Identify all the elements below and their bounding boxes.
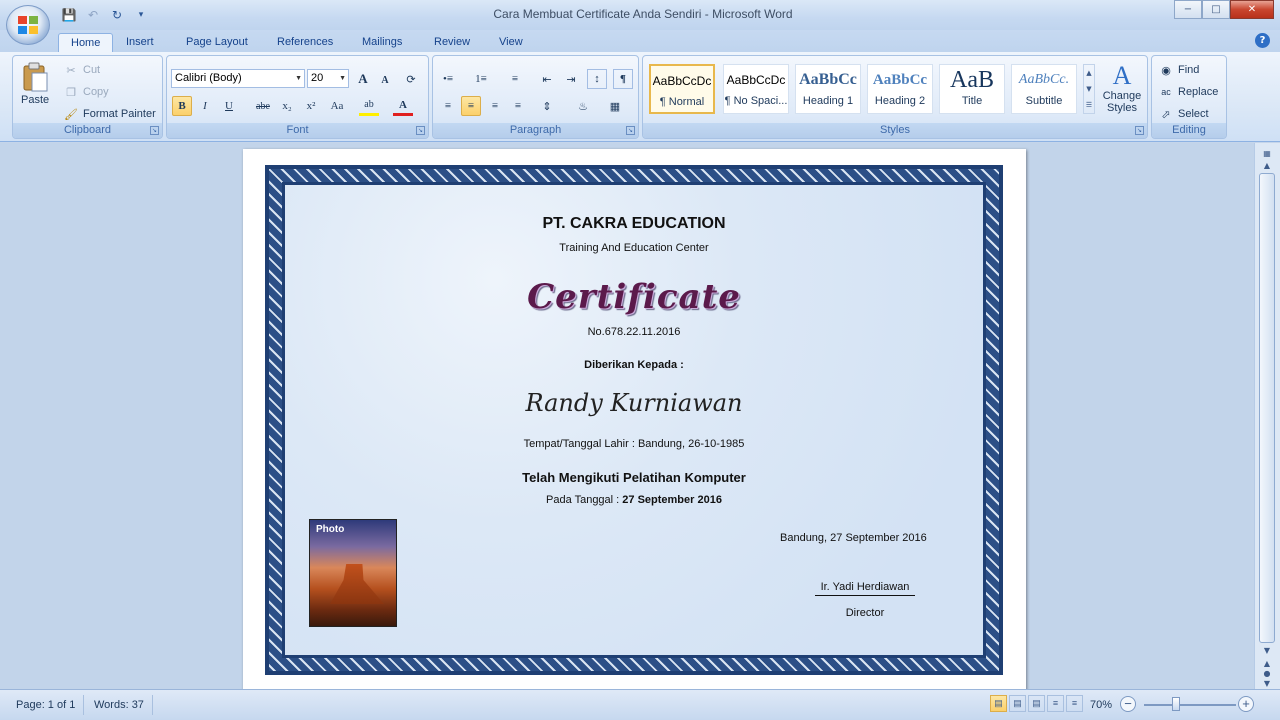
cut-label: Cut	[83, 64, 101, 76]
numbering-icon[interactable]: 1≡	[475, 73, 487, 85]
highlight-button[interactable]: ab	[359, 96, 379, 116]
clipboard-group-label: Clipboard	[13, 123, 162, 138]
font-size-combo[interactable]	[307, 69, 349, 88]
ruler-toggle-icon[interactable]: ▦	[1263, 149, 1271, 158]
tab-mailings[interactable]: Mailings	[362, 36, 403, 48]
change-case-button[interactable]: Aa	[330, 100, 344, 112]
certificate-body[interactable]	[285, 185, 983, 655]
change-styles-label: Change Styles	[1102, 90, 1142, 114]
redo-icon[interactable]: ↻	[111, 8, 123, 22]
style-sample: AaB	[950, 67, 994, 93]
save-icon[interactable]: 💾	[61, 8, 77, 22]
align-center-icon[interactable]: ≡	[461, 96, 481, 116]
replace-label: Replace	[1178, 86, 1219, 98]
borders-icon[interactable]: ▦	[609, 100, 621, 113]
zoom-out-icon[interactable]: −	[1120, 696, 1136, 712]
font-group	[166, 55, 429, 139]
font-color-button[interactable]: A	[393, 96, 413, 116]
change-styles-button[interactable]	[1099, 62, 1145, 114]
brush-icon: 🖌	[64, 108, 78, 121]
select-button[interactable]	[1158, 106, 1209, 122]
show-formatting-icon[interactable]: ¶	[613, 69, 633, 89]
editing-group-label: Editing	[1152, 123, 1226, 138]
cursor-icon: ⬀	[1161, 108, 1171, 121]
style-sample: AaBbCcDc	[652, 74, 712, 88]
zoom-slider[interactable]	[1144, 704, 1236, 706]
style-title[interactable]	[939, 64, 1005, 114]
editing-group	[1151, 55, 1227, 139]
styles-group-label: Styles	[643, 123, 1147, 138]
recipient-name: Randy Kurniawan	[525, 389, 743, 417]
office-button[interactable]	[6, 5, 50, 45]
font-launcher-icon[interactable]: ↘	[417, 127, 424, 134]
certificate-border	[265, 165, 1003, 675]
signer-name: Ir. Yadi Herdiawan	[815, 581, 915, 596]
given-to-label: Diberikan Kepada :	[584, 359, 684, 371]
styles-group	[642, 55, 1148, 139]
full-screen-reading-icon[interactable]: ▤	[1009, 695, 1026, 712]
style-label: Heading 1	[802, 95, 854, 107]
style-normal[interactable]	[649, 64, 715, 114]
certificate-frame	[282, 182, 986, 658]
style-heading-2[interactable]	[867, 64, 933, 114]
scroll-up-icon[interactable]: ▲	[1263, 161, 1271, 170]
tab-page-layout[interactable]: Page Layout	[186, 36, 248, 48]
office-logo-icon	[17, 15, 39, 35]
paragraph-group	[432, 55, 639, 139]
binoculars-icon: ◉	[1161, 64, 1171, 77]
outline-view-icon[interactable]: ≡	[1047, 695, 1064, 712]
copy-label: Copy	[83, 86, 109, 98]
style-subtitle[interactable]	[1011, 64, 1077, 114]
style-label: Title	[961, 95, 983, 107]
find-button[interactable]	[1158, 62, 1199, 78]
replace-icon: ac	[1161, 87, 1171, 97]
scissors-icon: ✂	[66, 64, 76, 77]
tab-insert[interactable]: Insert	[126, 36, 154, 48]
clipboard-launcher-icon[interactable]: ↘	[151, 127, 158, 134]
tab-references[interactable]: References	[277, 36, 334, 48]
strikethrough-button[interactable]: abe	[256, 100, 270, 112]
page-count[interactable]: Page: 1 of 1	[8, 695, 84, 715]
minimize-button[interactable]: −	[1174, 0, 1202, 19]
superscript-button[interactable]: x²	[306, 100, 316, 112]
align-right-icon[interactable]: ≡	[491, 100, 499, 112]
select-label: Select	[1178, 108, 1209, 120]
document-page[interactable]	[243, 149, 1026, 689]
styles-launcher-icon[interactable]: ↘	[1136, 127, 1143, 134]
course-date	[285, 494, 983, 506]
justify-icon[interactable]: ≡	[514, 100, 522, 112]
ribbon-tabs	[0, 30, 1280, 52]
multilevel-list-icon[interactable]: ≡	[511, 73, 519, 85]
style-sample: AaBbCc	[799, 71, 857, 88]
zoom-in-icon[interactable]: +	[1238, 696, 1254, 712]
photo-label: Photo	[316, 524, 345, 535]
subscript-button[interactable]: x₂	[282, 100, 292, 112]
print-layout-view-icon[interactable]: ▤	[990, 695, 1007, 712]
course-date-value: 27 September 2016	[622, 494, 722, 506]
find-label: Find	[1178, 64, 1200, 76]
tab-review[interactable]: Review	[434, 36, 471, 48]
style-heading-1[interactable]	[795, 64, 861, 114]
style-label: ¶ No Spaci...	[724, 95, 788, 107]
signer-role: Director	[845, 607, 885, 619]
maximize-button[interactable]: □	[1202, 0, 1230, 19]
help-icon[interactable]: ?	[1255, 33, 1270, 48]
paragraph-group-label: Paragraph	[433, 123, 638, 138]
bold-button[interactable]: B	[172, 96, 192, 116]
course-date-prefix: Pada Tanggal :	[546, 494, 623, 506]
document-workspace	[0, 143, 1254, 689]
clear-formatting-icon[interactable]: ⟳	[406, 73, 416, 86]
style-no-spacing[interactable]	[723, 64, 789, 114]
status-bar	[0, 689, 1280, 720]
italic-button[interactable]: I	[203, 100, 207, 112]
zoom-slider-thumb[interactable]	[1172, 697, 1180, 711]
ribbon	[0, 52, 1280, 142]
style-label: Heading 2	[874, 95, 926, 107]
customize-qat-icon[interactable]: ▾	[138, 10, 144, 20]
shading-icon[interactable]: ♨	[578, 100, 588, 113]
next-page-icon[interactable]: ▼	[1263, 679, 1271, 688]
tab-home[interactable]: Home	[58, 33, 113, 53]
photo-rock-shape	[330, 564, 384, 604]
style-label: Subtitle	[1025, 95, 1063, 107]
window-controls	[1174, 0, 1274, 19]
scrollbar-thumb[interactable]	[1259, 173, 1275, 643]
recipient-photo[interactable]	[309, 519, 397, 627]
certificate-number: No.678.22.11.2016	[587, 326, 681, 338]
company-subtitle: Training And Education Center	[559, 242, 709, 254]
company-name: PT. CAKRA EDUCATION	[542, 215, 726, 232]
place-date: Bandung, 27 September 2016	[780, 532, 927, 544]
decrease-indent-icon[interactable]: ⇤	[542, 73, 552, 86]
clipboard-group	[12, 55, 163, 139]
certificate-title: Certificate	[527, 277, 741, 317]
increase-indent-icon[interactable]: ⇥	[566, 73, 576, 86]
paste-icon	[21, 62, 49, 92]
course-text: Telah Mengikuti Pelatihan Komputer	[522, 470, 746, 485]
font-group-label: Font	[167, 123, 428, 138]
replace-button[interactable]	[1158, 84, 1218, 100]
style-sample: AaBbCc.	[1018, 72, 1070, 87]
cut-button[interactable]	[63, 62, 100, 78]
web-layout-icon[interactable]: ▤	[1028, 695, 1045, 712]
chevron-down-icon: ▼	[295, 75, 302, 82]
undo-icon[interactable]: ↶	[87, 8, 99, 22]
title-bar	[0, 0, 1280, 30]
underline-button[interactable]: U	[225, 100, 233, 112]
zoom-level[interactable]: 70%	[1090, 699, 1113, 711]
grow-font-button[interactable]: A	[358, 71, 368, 86]
previous-page-icon[interactable]: ▲	[1263, 659, 1271, 668]
style-sample: AaBbCc	[872, 72, 928, 88]
line-spacing-icon[interactable]: ⇕	[542, 100, 552, 113]
chevron-down-icon: ▼	[339, 75, 346, 82]
style-label: ¶ Normal	[659, 96, 705, 108]
shrink-font-button[interactable]: A	[381, 74, 389, 86]
word-count[interactable]: Words: 37	[86, 695, 153, 715]
style-sample: AaBbCcDc	[726, 73, 786, 87]
copy-button[interactable]	[63, 84, 109, 100]
paragraph-launcher-icon[interactable]: ↘	[627, 127, 634, 134]
styles-scroll[interactable]: ▲ ▼ ☰	[1083, 64, 1095, 114]
bullets-icon[interactable]: •≡	[442, 73, 454, 85]
change-styles-icon: A	[1112, 61, 1132, 90]
window-title: Cara Membuat Certificate Anda Sendiri - Microsoft Word	[493, 7, 793, 21]
align-left-icon[interactable]: ≡	[444, 100, 452, 112]
vertical-scrollbar[interactable]	[1254, 143, 1280, 689]
paste-label: Paste	[21, 94, 50, 106]
paste-button[interactable]	[21, 62, 49, 106]
font-name-value: Calibri (Body)	[175, 72, 242, 84]
select-browse-object-icon[interactable]: ●	[1263, 669, 1271, 678]
scroll-down-icon[interactable]: ▼	[1263, 646, 1271, 655]
sort-icon[interactable]: ↕	[587, 69, 607, 89]
copy-icon: ❐	[66, 86, 76, 99]
format-painter-button[interactable]	[63, 106, 156, 122]
font-size-value: 20	[311, 72, 324, 84]
draft-view-icon[interactable]: ≡	[1066, 695, 1083, 712]
format-painter-label: Format Painter	[83, 108, 156, 120]
tab-view[interactable]: View	[499, 36, 523, 48]
close-button[interactable]: ✕	[1230, 0, 1274, 19]
birth-info: Tempat/Tanggal Lahir : Bandung, 26-10-1985	[523, 438, 745, 450]
font-name-combo[interactable]	[171, 69, 305, 88]
